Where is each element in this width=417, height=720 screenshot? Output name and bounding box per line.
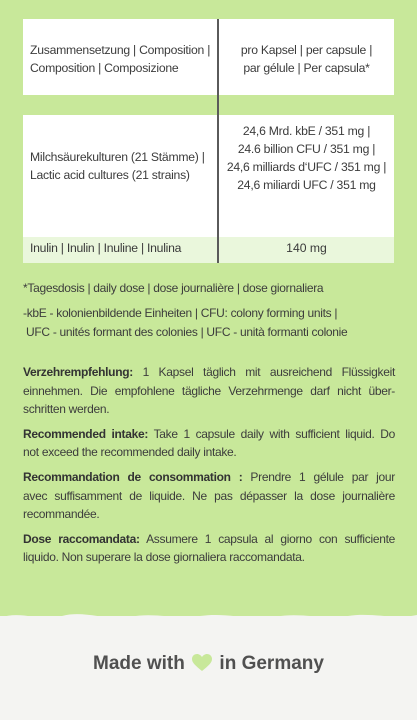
row-right-line-3: 24,6 milliards d‘UFC / 351 mg | [226,160,387,174]
intake-fr-line-3: recommandée. [23,507,100,522]
intake-it-text-1: Assumere 1 capsula al giorno con sufficiente [139,531,395,546]
intake-de-line-1 [23,363,395,382]
composition-table [23,19,394,263]
intake-en-line-1 [23,425,395,444]
in-germany-text: in Germany [219,653,324,674]
row-left-line-2: Lactic acid cultures (21 strains) [30,168,190,182]
intake-it-line-1 [23,530,395,549]
intake-de-line-2: einnehmen. Die empfohlene tägliche Verzehrmenge darf nicht über- [23,383,395,398]
daily-dose-note: *Tagesdosis | daily dose | dose journalière | dose giornaliera [23,281,324,295]
intake-en-title: Recommended intake: [23,426,149,441]
intake-fr-line-2: avec suffisamment de liquide. Ne pas dépasser la dose journalière [23,488,395,503]
row-right-line-1: 24,6 Mrd. kbE / 351 mg | [242,124,371,138]
intake-de-line-3: schritten werden. [23,402,110,417]
header-right-line-2: par gélule | Per capsula* [243,61,370,75]
row-right-line-2: 24.6 billion CFU / 351 mg | [237,142,376,156]
row-lactic-cultures-label [30,148,205,184]
intake-fr-title: Recommandation de consommation : [23,469,243,484]
made-with-text: Made with [93,653,185,674]
row-lactic-cultures-value [219,122,394,194]
intake-it-line-2: liquido. Non superare la dose giornaliera raccomandata. [23,550,305,565]
header-left-line-1: Zusammensetzung | Composition | [30,43,211,57]
row-left-line-1: Milchsäurekulturen (21 Stämme) | [30,150,205,164]
row-separator [23,95,394,115]
intake-fr-text-1: Prendre 1 gélule par jour [242,469,395,484]
intake-it-title: Dose raccomandata: [23,531,140,546]
intake-section [23,363,395,573]
footnotes [23,279,395,348]
units-note-line-2: UFC - unités formant des colonies | UFC - unità formanti colonie [23,325,348,339]
intake-fr [23,468,395,524]
intake-en-line-2: not exceed the recommended daily intake. [23,445,237,460]
intake-en-text-1: Take 1 capsule daily with sufficient liquid. Do [148,426,395,441]
column-divider [217,19,219,263]
header-per-capsule [219,41,394,77]
heart-icon [192,654,212,672]
intake-it [23,530,395,567]
inulin-row [23,237,394,263]
units-note-line-1: -kbE - kolonienbildende Einheiten | CFU: colony forming units | [23,306,338,320]
intake-fr-line-1 [23,468,395,487]
intake-de [23,363,395,419]
intake-de-title: Verzehrempfehlung: [23,365,133,379]
row-right-line-4: 24,6 miliardi UFC / 351 mg [237,178,376,192]
header-right-line-1: pro Kapsel | per capsule | [240,43,373,57]
made-in-germany [0,653,417,675]
intake-en [23,425,395,462]
header-composition [30,41,210,77]
header-left-line-2: Composition | Composizione [30,61,179,75]
inulin-value: 140 mg [286,241,327,255]
intake-de-text-1: 1 Kapsel täglich mit ausreichend Flüssigkeit [132,365,395,379]
inulin-label: Inulin | Inulin | Inuline | Inulina [30,241,182,255]
